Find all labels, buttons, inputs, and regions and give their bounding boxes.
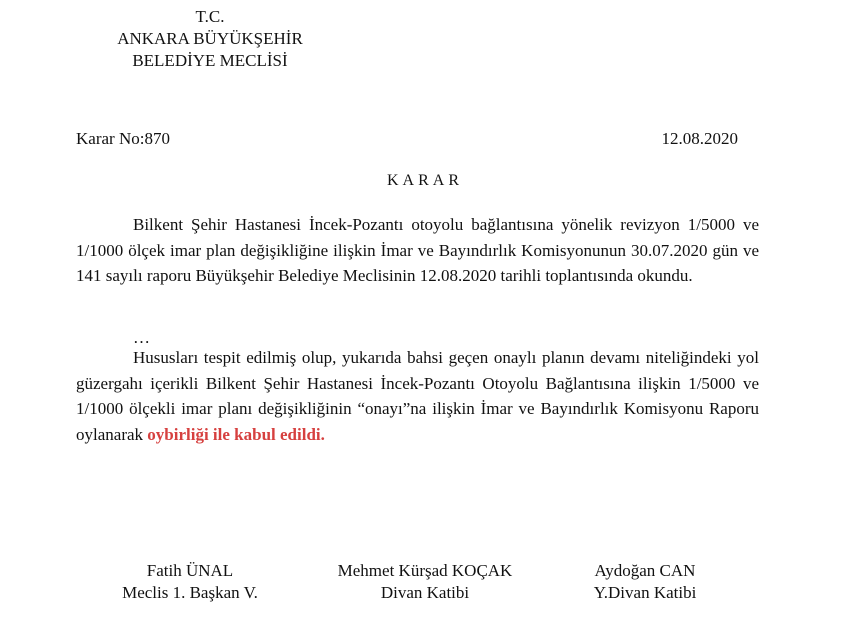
- document-header: [100, 6, 320, 72]
- decision-info-row: [76, 128, 738, 150]
- ellipsis: …: [133, 328, 150, 347]
- header-line-tc: T.C.: [195, 7, 225, 26]
- signature-role: Y.Divan Katibi: [593, 583, 697, 602]
- paragraph-2: [76, 345, 759, 447]
- document-title: KARAR: [386, 172, 463, 189]
- signature-name: Mehmet Kürşad KOÇAK: [337, 561, 513, 580]
- header-line-municipality: ANKARA BÜYÜKŞEHİR: [117, 29, 303, 48]
- paragraph-1-text: Bilkent Şehir Hastanesi İncek-Pozantı otoyolu bağlantısına yönelik revizyon 1/5000 ve 1/1000 ölçek imar plan değişikliğine ilişkin İmar ve Bayındırlık Komisyonunun 30.07.2020 gün ve 141 sayılı raporu Büyükşehir Belediye Meclisinin 12.08.2020 tarihli toplantısında okundu.: [76, 215, 759, 285]
- signature-name: Fatih ÜNAL: [146, 561, 234, 580]
- header-line-council: BELEDİYE MECLİSİ: [132, 51, 288, 70]
- signature-block: [100, 560, 720, 604]
- signature-role: Meclis 1. Başkan V.: [122, 583, 258, 602]
- decision-date: 12.08.2020: [661, 129, 738, 148]
- decision-number: Karar No:870: [76, 129, 170, 148]
- signature-1: [100, 560, 280, 604]
- signature-2: [325, 560, 525, 604]
- paragraph-2-text: Hususları tespit edilmiş olup, yukarıda bahsi geçen onaylı planın devamı niteliğindeki yol güzergahı içerikli Bilkent Şehir Hastanesi İncek-Pozantı Otoyolu Bağlantısına ilişkin 1/5000 ve 1/1000 ölçekli imar planı değişikliğinin “onayı”na ilişkin İmar ve Bayındırlık Komisyonu Raporu oylanarak: [76, 348, 759, 444]
- paragraph-1: [76, 212, 759, 289]
- signature-role: Divan Katibi: [380, 583, 470, 602]
- signature-3: [570, 560, 720, 604]
- signature-name: Aydoğan CAN: [594, 561, 696, 580]
- decision-result-highlight: oybirliği ile kabul edildi.: [147, 424, 325, 444]
